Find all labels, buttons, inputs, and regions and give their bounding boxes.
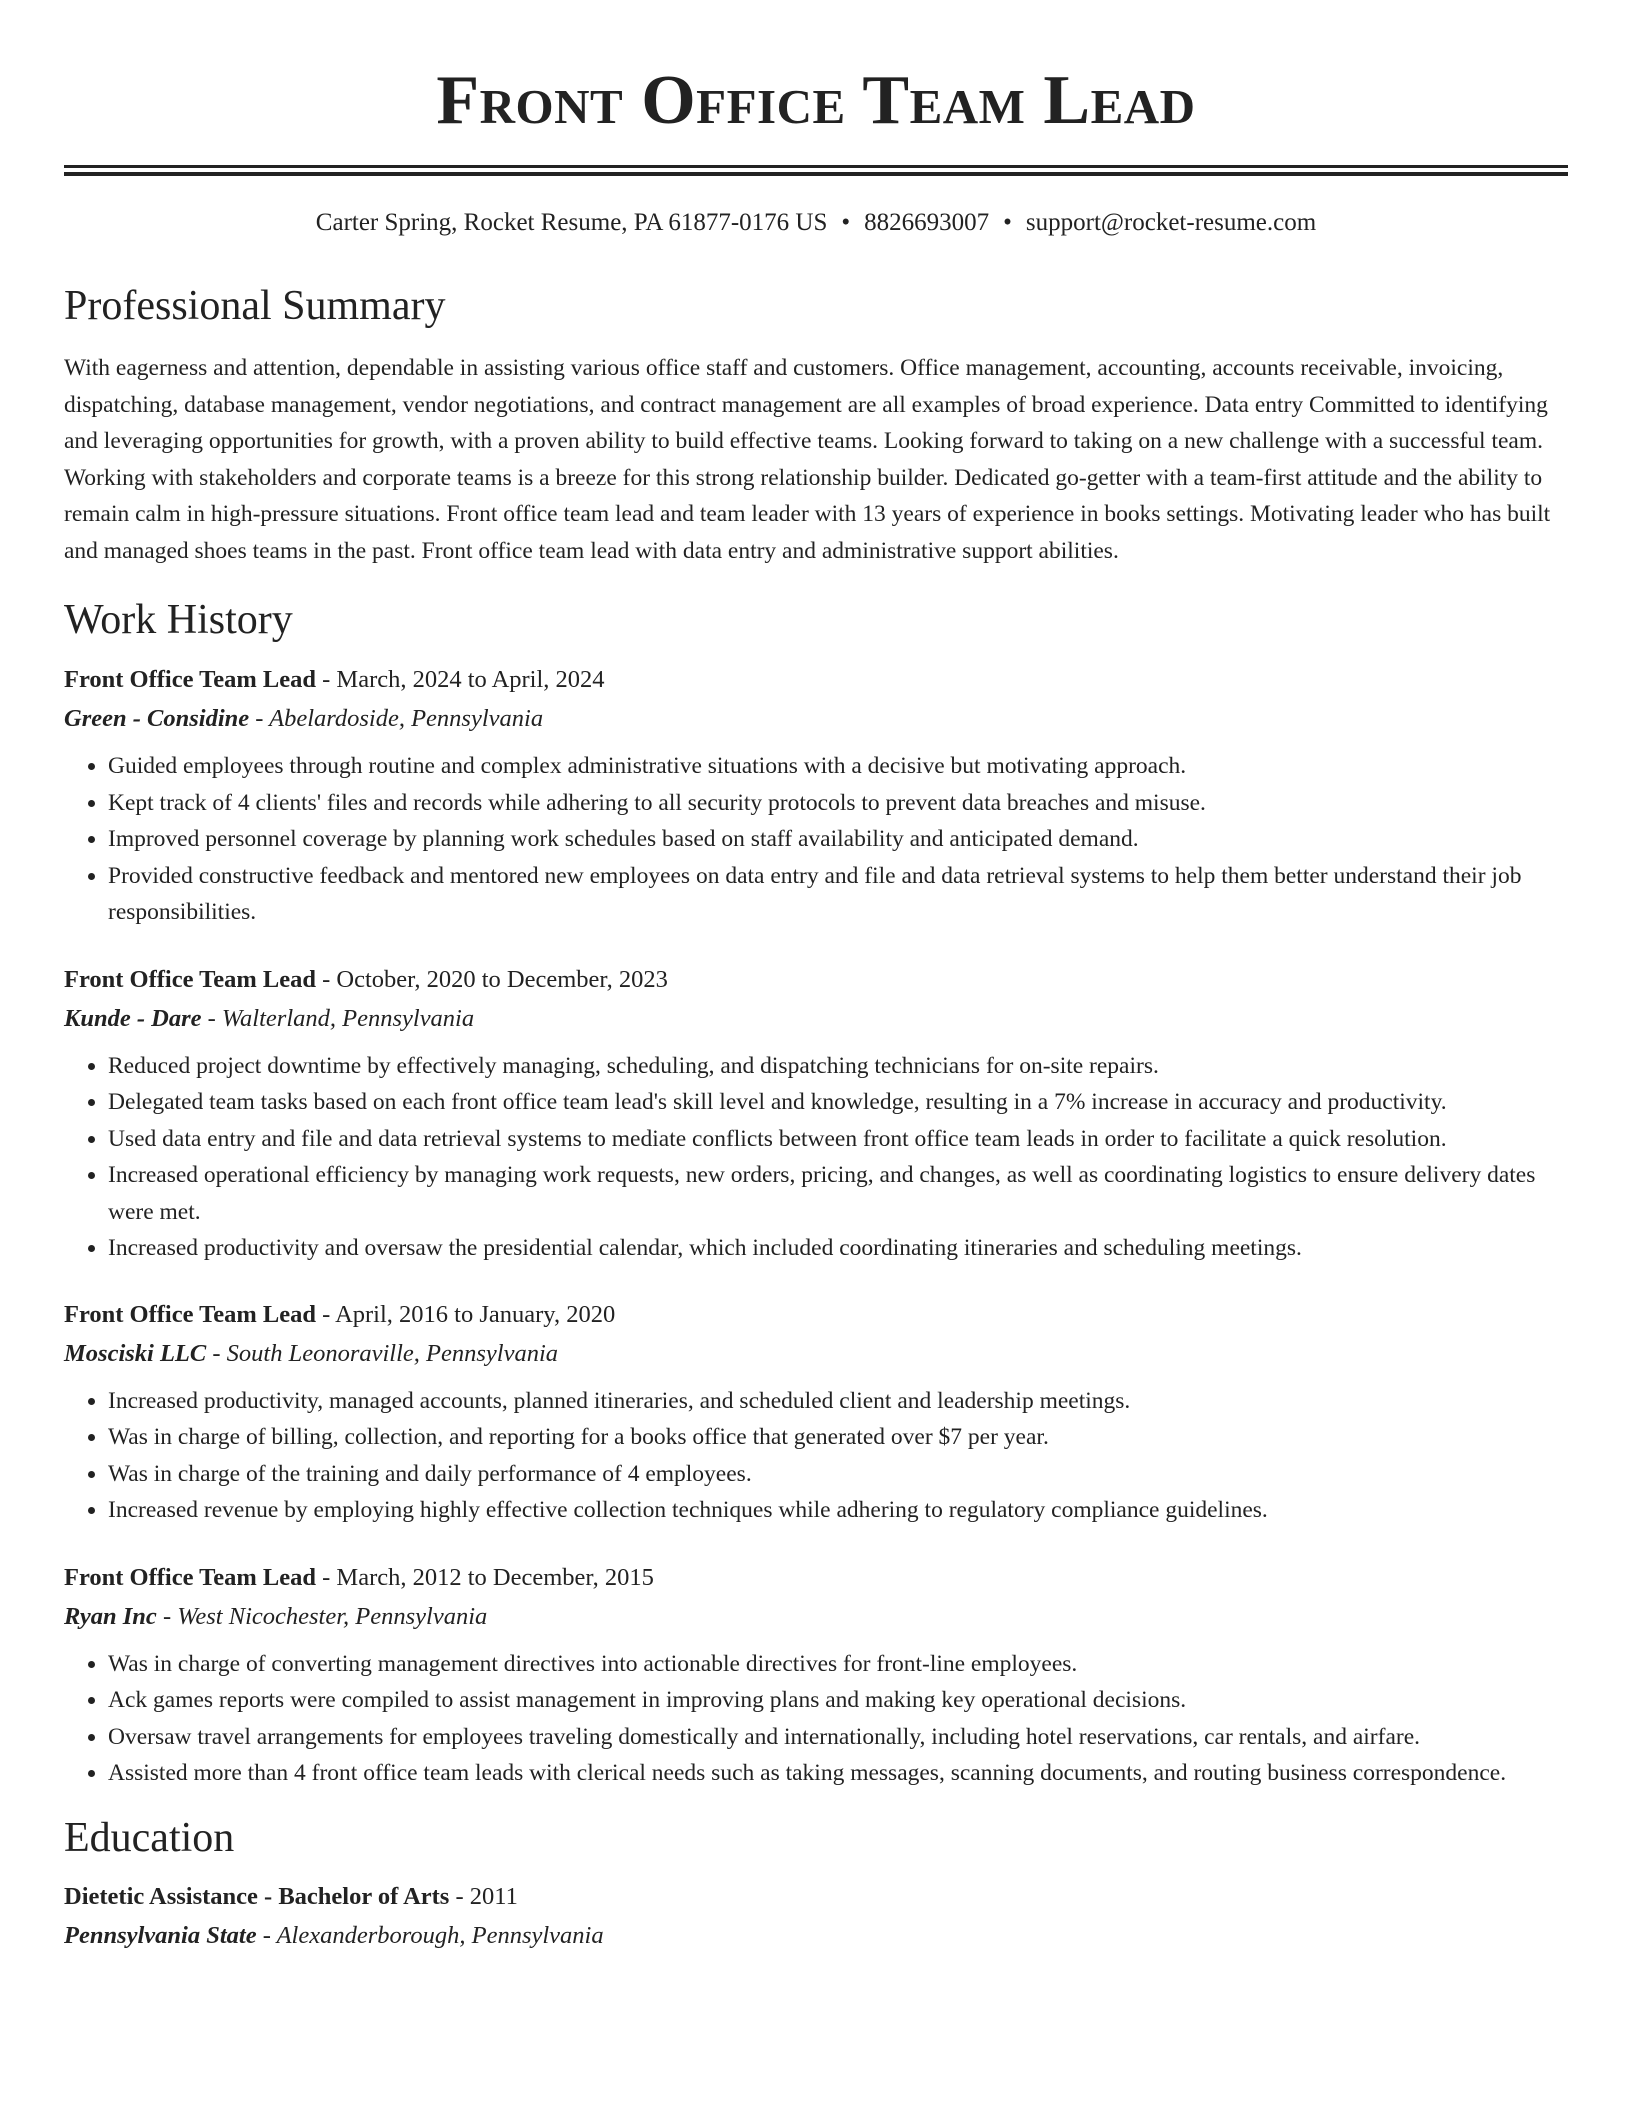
title-divider: [64, 165, 1568, 176]
duty-item: • Reduced project downtime by effectively managing, scheduling, and dispatching technicians for on-site repairs.: [108, 1048, 1568, 1085]
duty-item: • Increased operational efficiency by managing work requests, new orders, pricing, and changes, as well as coordinating logistics to ensure delivery dates were met.: [108, 1157, 1568, 1230]
job-employer: Ryan Inc: [64, 1602, 157, 1630]
job-title-line: [64, 1300, 1568, 1330]
job-duties: [64, 1383, 1568, 1529]
job-employer-line: [64, 1602, 1568, 1632]
education-degree-line: [64, 1882, 1568, 1912]
work-history-heading: Work History: [64, 597, 293, 643]
job-title: Front Office Team Lead: [64, 1300, 317, 1328]
summary-heading: Professional Summary: [64, 283, 446, 329]
job-employer-line: [64, 1004, 1568, 1034]
job-dates: - March, 2012 to December, 2015: [316, 1563, 654, 1591]
job-title-line: [64, 665, 1568, 695]
duty-item: • Was in charge of billing, collection, and reporting for a books office that generated over $7 per year.: [108, 1419, 1568, 1456]
contact-address: Carter Spring, Rocket Resume, PA 61877-0176 US: [315, 209, 828, 236]
job-entry: [64, 1563, 1568, 1792]
contact-email: support@rocket-resume.com: [1025, 209, 1317, 236]
job-title: Front Office Team Lead: [64, 666, 317, 693]
job-duties: [64, 1048, 1568, 1267]
duty-item: • Used data entry and file and data retrieval systems to mediate conflicts between front office team leads in order to facilitate a quick resolution.: [108, 1121, 1568, 1158]
job-location: - South Leonoraville, Pennsylvania: [206, 1339, 559, 1367]
summary-text: With eagerness and attention, dependable in assisting various office staff and customers. Office management, accounting, accounts receivable, invoicing, dispatching, database management, vendor negotiations, and contract management are all examples of broad experience. Data entry Committed to identifying and leveraging opportunities for growth, with a proven ability to build effective teams. Looking forward to taking on a new challenge with a successful team. Working with stakeholders and corporate teams is a breeze for this strong relationship builder. Dedicated go-getter with a team-first attitude and the ability to remain calm in high-pressure situations. Front office team lead and team leader with 13 years of experience in books settings. Motivating leader who has built and managed shoes teams in the past. Front office team lead with data entry and administrative support abilities.: [64, 355, 1551, 564]
education-year: - 2011: [449, 1882, 518, 1910]
job-employer: Mosciski LLC: [64, 1339, 207, 1367]
duty-item: • Increased productivity, managed accounts, planned itineraries, and scheduled client and leadership meetings.: [108, 1383, 1568, 1420]
contact-phone: 8826693007: [864, 209, 990, 236]
duty-item: • Delegated team tasks based on each front office team lead's skill level and knowledge, resulting in a 7% increase in accuracy and productivity.: [108, 1084, 1568, 1121]
education-degree: Dietetic Assistance - Bachelor of Arts: [64, 1882, 450, 1910]
contact-line: [64, 208, 1568, 238]
duty-item: • Kept track of 4 clients' files and records while adhering to all security protocols to prevent data breaches and misuse.: [108, 785, 1568, 822]
job-location: - West Nicochester, Pennsylvania: [156, 1602, 488, 1630]
job-title: Front Office Team Lead: [64, 965, 317, 993]
education-school-line: [64, 1921, 1568, 1951]
job-entry: [64, 665, 1568, 931]
job-duties: [64, 1646, 1568, 1792]
duty-item: • Ack games reports were compiled to assist management in improving plans and making key operational decisions.: [108, 1682, 1568, 1719]
job-employer-line: [64, 1339, 1568, 1369]
duty-item: • Guided employees through routine and complex administrative situations with a decisive but motivating approach.: [108, 748, 1568, 785]
job-title-line: [64, 1563, 1568, 1593]
education-school: Pennsylvania State: [64, 1921, 257, 1949]
job-employer: Kunde - Dare: [64, 1004, 202, 1032]
education-location: - Alexanderborough, Pennsylvania: [256, 1921, 604, 1949]
job-location: - Walterland, Pennsylvania: [201, 1004, 475, 1032]
job-dates: - April, 2016 to January, 2020: [316, 1300, 616, 1328]
duty-item: • Increased productivity and oversaw the presidential calendar, which included coordinating itineraries and scheduling meetings.: [108, 1230, 1568, 1267]
duty-item: • Improved personnel coverage by planning work schedules based on staff availability and anticipated demand.: [108, 821, 1568, 858]
job-dates: - October, 2020 to December, 2023: [316, 965, 668, 993]
job-dates: - March, 2024 to April, 2024: [316, 666, 605, 693]
job-employer: Green - Considine: [64, 705, 250, 732]
duty-item: • Increased revenue by employing highly effective collection techniques while adhering to regulatory compliance guidelines.: [108, 1492, 1568, 1529]
duty-item: • Provided constructive feedback and mentored new employees on data entry and file and data retrieval systems to help them better understand their job responsibilities.: [108, 858, 1568, 931]
duty-item: • Oversaw travel arrangements for employees traveling domestically and internationally, including hotel reservations, car rentals, and airfare.: [108, 1719, 1568, 1756]
education-heading: Education: [64, 1814, 235, 1861]
duty-item: • Assisted more than 4 front office team leads with clerical needs such as taking messages, scanning documents, and routing business correspondence.: [108, 1755, 1568, 1792]
job-title-line: [64, 965, 1568, 995]
resume-title: Front Office Team Lead: [436, 62, 1196, 139]
contact-separator: •: [841, 209, 851, 236]
contact-separator: •: [1003, 209, 1012, 236]
job-duties: [64, 748, 1568, 931]
duty-item: • Was in charge of the training and daily performance of 4 employees.: [108, 1456, 1568, 1493]
duty-item: • Was in charge of converting management directives into actionable directives for front-line employees.: [108, 1646, 1568, 1683]
job-employer-line: [64, 704, 1568, 734]
job-title: Front Office Team Lead: [64, 1563, 317, 1591]
job-entry: [64, 1300, 1568, 1529]
job-entry: [64, 965, 1568, 1267]
job-location: - Abelardoside, Pennsylvania: [249, 705, 544, 732]
